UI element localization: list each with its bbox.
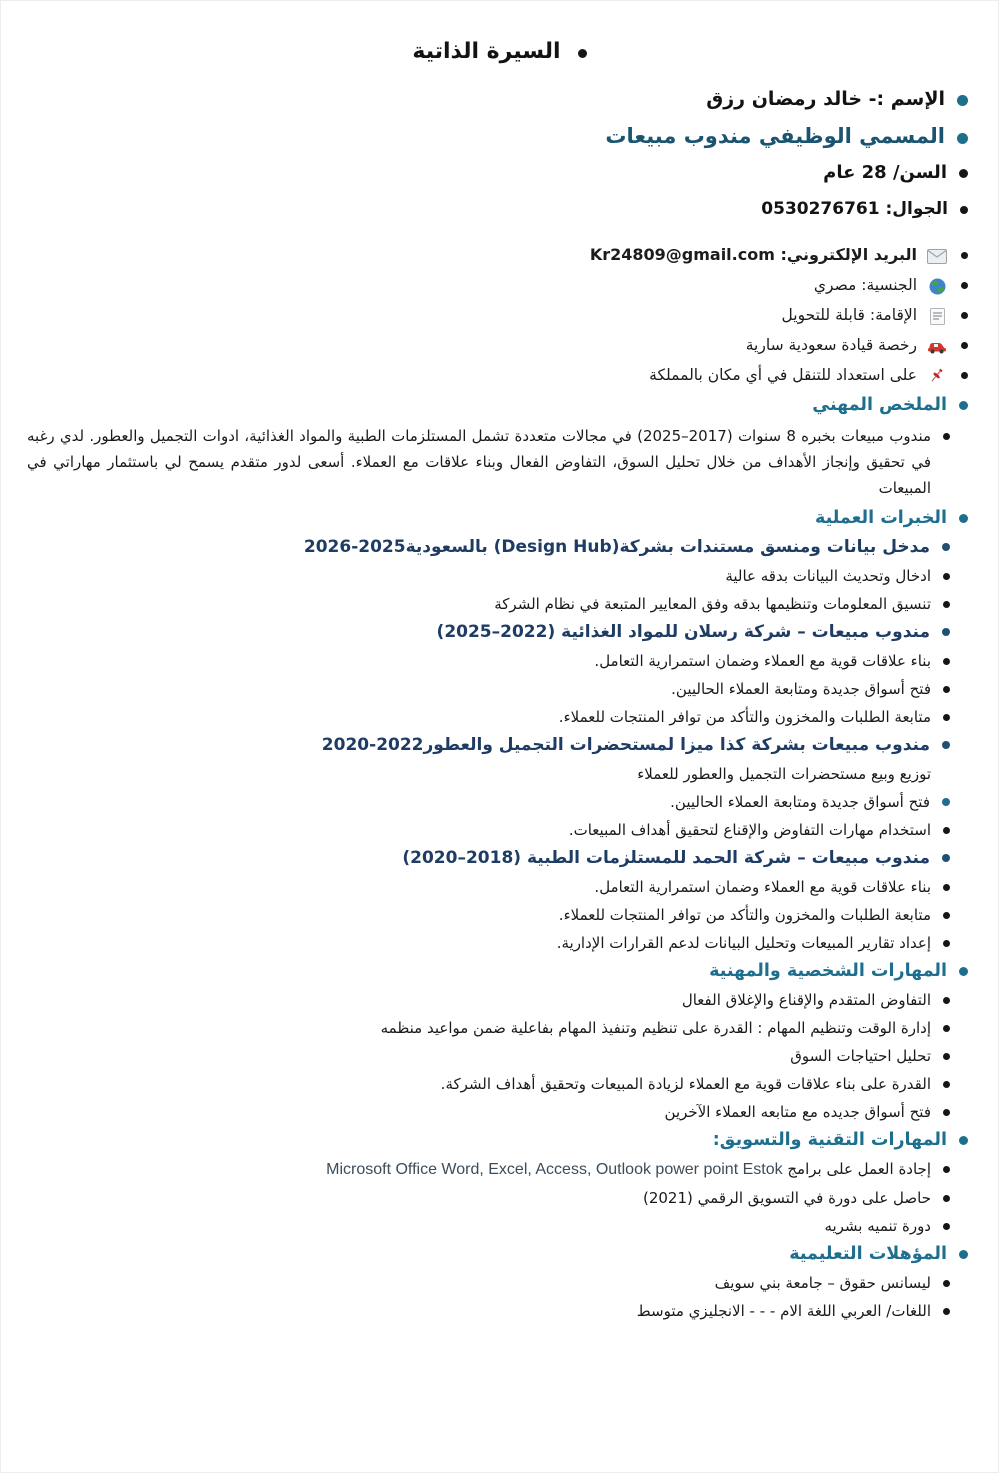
bullet-icon	[943, 1109, 950, 1116]
duty-text: بناء علاقات قوية مع العملاء وضمان استمرارية التعامل.	[594, 877, 931, 896]
contact-item	[27, 365, 972, 385]
resume-section	[27, 1130, 972, 1235]
document-icon	[925, 306, 949, 325]
section-title: المهارات الشخصية والمهنية	[709, 960, 947, 981]
duty-item	[27, 1018, 972, 1037]
bullet-icon	[943, 1195, 950, 1202]
bullet-icon	[943, 940, 950, 947]
contact-item-text: الجنسية: مصري	[813, 276, 917, 294]
bullet-icon	[943, 884, 950, 891]
job-title-item	[27, 622, 972, 642]
bullet-icon	[961, 312, 968, 319]
bullet-icon	[957, 133, 968, 144]
duty-text: إعداد تقارير المبيعات وتحليل البيانات لدعم القرارات الإدارية.	[556, 933, 931, 952]
resume-section	[27, 961, 972, 1121]
bullet-icon	[961, 282, 968, 289]
bullet-icon	[961, 342, 968, 349]
bullet-icon	[959, 1250, 968, 1259]
section-header	[27, 395, 972, 415]
job-title-text: مدخل بيانات ومنسق مستندات بشركة(Design Hub) بالسعودية2025-2026	[303, 536, 930, 557]
contact-list	[27, 245, 972, 385]
duty-text: ادخال وتحديث البيانات بدقه عالية	[725, 566, 931, 585]
bullet-icon	[942, 741, 950, 749]
contact-item-text: البريد الإلكتروني: Kr24809@gmail.com	[589, 245, 917, 264]
section-title: الخبرات العملية	[815, 507, 947, 528]
bullet-icon	[943, 1223, 950, 1230]
skill-text	[326, 1160, 931, 1178]
bullet-icon	[957, 95, 968, 106]
duty-text: إدارة الوقت وتنظيم المهام : القدرة على تنظيم وتنفيذ المهام بفاعلية ضمن مواعيد منظمه	[380, 1018, 931, 1037]
bullet-icon	[943, 1308, 950, 1315]
duty-item	[27, 651, 972, 670]
duty-text: فتح أسواق جديدة ومتابعة العملاء الحاليين.	[671, 679, 931, 698]
section-header	[27, 961, 972, 981]
contact-item-text: على استعداد للتنقل في أي مكان بالمملكة	[649, 366, 917, 384]
car-icon	[925, 336, 949, 355]
duty-text: دورة تنميه بشريه	[824, 1216, 931, 1235]
globe-icon	[925, 276, 949, 295]
summary-paragraph	[27, 424, 972, 501]
bullet-icon	[959, 967, 968, 976]
bullet-icon	[943, 573, 950, 580]
duty-item	[27, 1273, 972, 1292]
document-title-row	[27, 39, 972, 64]
bullet-icon	[942, 543, 950, 551]
resume-section	[27, 508, 972, 952]
duty-item	[27, 764, 972, 783]
duty-item	[27, 792, 972, 811]
duty-item	[27, 594, 972, 613]
bullet-icon	[942, 798, 950, 806]
job-title-item	[27, 848, 972, 868]
bullet-icon	[943, 1166, 950, 1173]
duty-item	[27, 1188, 972, 1207]
duty-text: اللغات/ العربي اللغة الام - - - الانجليزي متوسط	[636, 1301, 931, 1320]
duty-item	[27, 707, 972, 726]
resume-section	[27, 1244, 972, 1320]
page-title: السيرة الذاتية	[412, 39, 561, 64]
duty-item	[27, 1102, 972, 1121]
bullet-icon	[578, 49, 587, 58]
bullet-icon	[942, 628, 950, 636]
duty-text: فتح أسواق جديده مع متابعه العملاء الآخرين	[664, 1102, 931, 1121]
summary-text: مندوب مبيعات بخبره 8 سنوات (2017–2025) في مجالات متعددة تشمل المستلزمات الطبية والمواد الغذائية، ادوات التجميل والعطور. لدي رغبه في تحقيق وإنجاز الأهداف من خلال تحليل السوق، التفاوض الفعال وبناء علاقات مع العملاء. أسعى لدور متقدم يسمح لي باستثمار مهاراتي في المبيعات	[27, 427, 932, 497]
job-title-item	[27, 537, 972, 557]
duty-item	[27, 1074, 972, 1093]
personal-item	[27, 88, 972, 110]
bullet-icon	[943, 1280, 950, 1287]
duty-item	[27, 1301, 972, 1320]
personal-item-text: الجوال: 0530276761	[761, 199, 948, 219]
resume-section	[27, 395, 972, 501]
duty-text: متابعة الطلبات والمخزون والتأكد من توافر المنتجات للعملاء.	[558, 707, 931, 726]
bullet-icon	[943, 1081, 950, 1088]
duty-text: ليسانس حقوق – جامعة بني سويف	[714, 1273, 931, 1292]
bullet-icon	[943, 433, 950, 440]
personal-item	[27, 162, 972, 183]
section-title: المهارات التقنية والتسويق:	[712, 1129, 947, 1150]
contact-item	[27, 275, 972, 295]
duty-text: بناء علاقات قوية مع العملاء وضمان استمرارية التعامل.	[594, 651, 931, 670]
duty-text: استخدام مهارات التفاوض والإقناع لتحقيق أهداف المبيعات.	[568, 820, 931, 839]
bullet-icon	[943, 997, 950, 1004]
personal-item-text: المسمي الوظيفي مندوب مبيعات	[605, 124, 945, 148]
bullet-icon	[959, 1136, 968, 1145]
duty-item	[27, 877, 972, 896]
bullet-icon	[959, 514, 968, 523]
section-header	[27, 1130, 972, 1150]
bullet-icon	[943, 714, 950, 721]
bullet-icon	[959, 401, 968, 410]
pushpin-icon	[925, 366, 949, 386]
duty-text: تحليل احتياجات السوق	[790, 1046, 931, 1065]
skill-text-arabic: إجادة العمل على برامج	[782, 1159, 931, 1178]
personal-item-text: الإسم :- خالد رمضان رزق	[706, 88, 945, 110]
section-title: المؤهلات التعليمية	[789, 1243, 947, 1264]
duty-item	[27, 566, 972, 585]
duty-item	[27, 933, 972, 952]
section-title: الملخص المهني	[812, 395, 947, 416]
duty-text: توزيع وبيع مستحضرات التجميل والعطور للعملاء	[637, 764, 931, 783]
sections-container	[27, 395, 972, 1319]
contact-item-text: رخصة قيادة سعودية سارية	[745, 336, 917, 354]
contact-item	[27, 305, 972, 325]
contact-item	[27, 335, 972, 355]
personal-item	[27, 199, 972, 219]
personal-item-text: السن/ 28 عام	[823, 162, 947, 183]
job-title-text: مندوب مبيعات – شركة الحمد للمستلزمات الطبية (2018–2020)	[402, 847, 930, 868]
duty-text: القدرة على بناء علاقات قوية مع العملاء لزيادة المبيعات وتحقيق أهداف الشركة.	[440, 1074, 931, 1093]
envelope-icon	[925, 246, 949, 265]
bullet-icon	[961, 252, 968, 259]
job-title-text: مندوب مبيعات – شركة رسلان للمواد الغذائية (2022–2025)	[436, 621, 930, 642]
section-header	[27, 1244, 972, 1264]
personal-list	[27, 88, 972, 219]
bullet-icon	[943, 601, 950, 608]
bullet-icon	[943, 827, 950, 834]
bullet-icon	[942, 854, 950, 862]
duty-text: متابعة الطلبات والمخزون والتأكد من توافر المنتجات للعملاء.	[558, 905, 931, 924]
personal-item	[27, 124, 972, 148]
contact-item	[27, 245, 972, 265]
bullet-icon	[959, 169, 968, 178]
duty-item	[27, 1216, 972, 1235]
duty-text: تنسيق المعلومات وتنظيمها بدقه وفق المعايير المتبعة في نظام الشركة	[494, 594, 931, 613]
section-header	[27, 508, 972, 528]
bullet-icon	[943, 912, 950, 919]
duty-item	[27, 679, 972, 698]
bullet-icon	[943, 686, 950, 693]
duty-item	[27, 820, 972, 839]
bullet-icon	[943, 658, 950, 665]
bullet-icon	[960, 206, 968, 214]
duty-item	[27, 1046, 972, 1065]
bullet-icon	[961, 372, 968, 379]
duty-text: التفاوض المتقدم والإقناع والإغلاق الفعال	[681, 990, 931, 1009]
skill-text-english: Microsoft Office Word, Excel, Access, Outlook power point Estok	[326, 1160, 783, 1178]
duty-text: حاصل على دورة في التسويق الرقمي (2021)	[642, 1188, 931, 1207]
duty-item	[27, 905, 972, 924]
bullet-icon	[943, 1025, 950, 1032]
job-title-text: مندوب مبيعات بشركة كذا ميزا لمستحضرات التجميل والعطور2022-2020	[321, 734, 930, 755]
duty-item	[27, 990, 972, 1009]
contact-item-text: الإقامة: قابلة للتحويل	[781, 306, 917, 324]
bullet-icon	[943, 1053, 950, 1060]
duty-text: فتح أسواق جديدة ومتابعة العملاء الحاليين.	[670, 792, 930, 811]
job-title-item	[27, 735, 972, 755]
skill-item	[27, 1159, 972, 1179]
